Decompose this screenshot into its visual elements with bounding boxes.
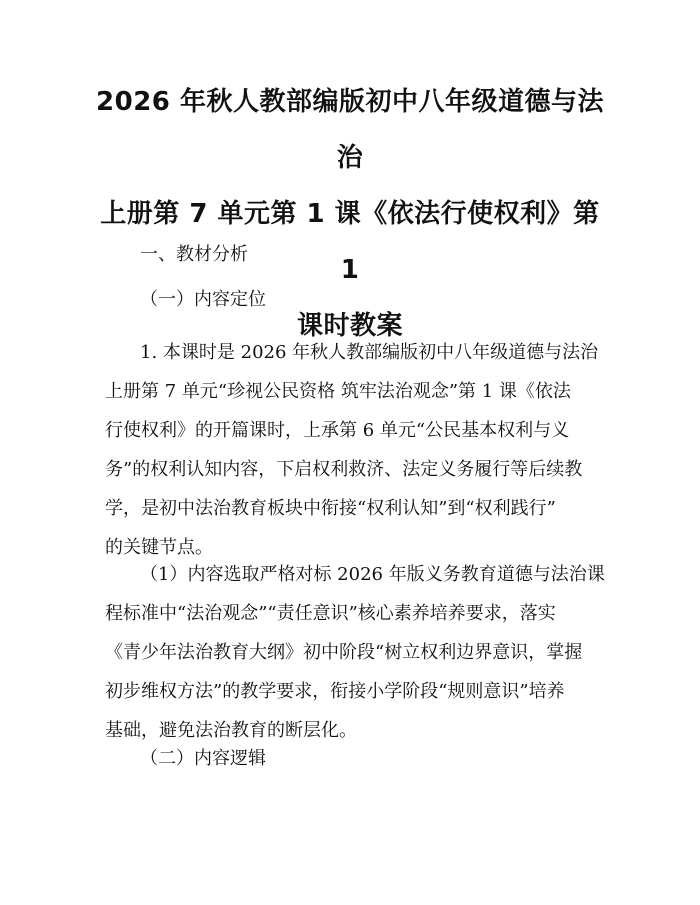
section-heading-teaching-material-analysis: 一、教材分析	[140, 244, 248, 265]
paragraph-line: 学，是初中法治教育板块中衔接“权利认知”到“权利践行”	[105, 498, 556, 519]
paragraph-2	[105, 555, 605, 750]
paragraph-line: 1. 本课时是 2026 年秋人教部编版初中八年级道德与法治	[140, 342, 599, 363]
title-line: 上册第 7 单元第 1 课《依法行使权利》第 1	[100, 199, 600, 285]
paragraph-line: 上册第 7 单元“珍视公民资格 筑牢法治观念”第 1 课《依法	[105, 381, 571, 402]
paragraph-line: 务”的权利认知内容，下启权利救济、法定义务履行等后续教	[105, 459, 583, 480]
paragraph-line: 基础，避免法治教育的断层化。	[105, 720, 357, 741]
paragraph-line: （1）内容选取严格对标 2026 年版义务教育道德与法治课	[140, 564, 605, 585]
title-line: 课时教案	[296, 311, 403, 341]
paragraph-line: 的关键节点。	[105, 537, 213, 558]
paragraph-line: 程标准中“法治观念”“责任意识”核心素养培养要求，落实	[105, 603, 556, 624]
subheading-content-logic: （二）内容逻辑	[140, 748, 266, 769]
paragraph-line: 行使权利》的开篇课时，上承第 6 单元“公民基本权利与义	[105, 420, 570, 441]
title-line: 2026 年秋人教部编版初中八年级道德与法治	[96, 87, 604, 173]
paragraph-line: 《青少年法治教育大纲》初中阶段“树立权利边界意识，掌握	[105, 642, 583, 663]
paragraph-1	[105, 333, 600, 567]
paragraph-line: 初步维权方法”的教学要求，衔接小学阶段“规则意识”培养	[105, 681, 565, 702]
subheading-content-positioning: （一）内容定位	[140, 289, 266, 310]
